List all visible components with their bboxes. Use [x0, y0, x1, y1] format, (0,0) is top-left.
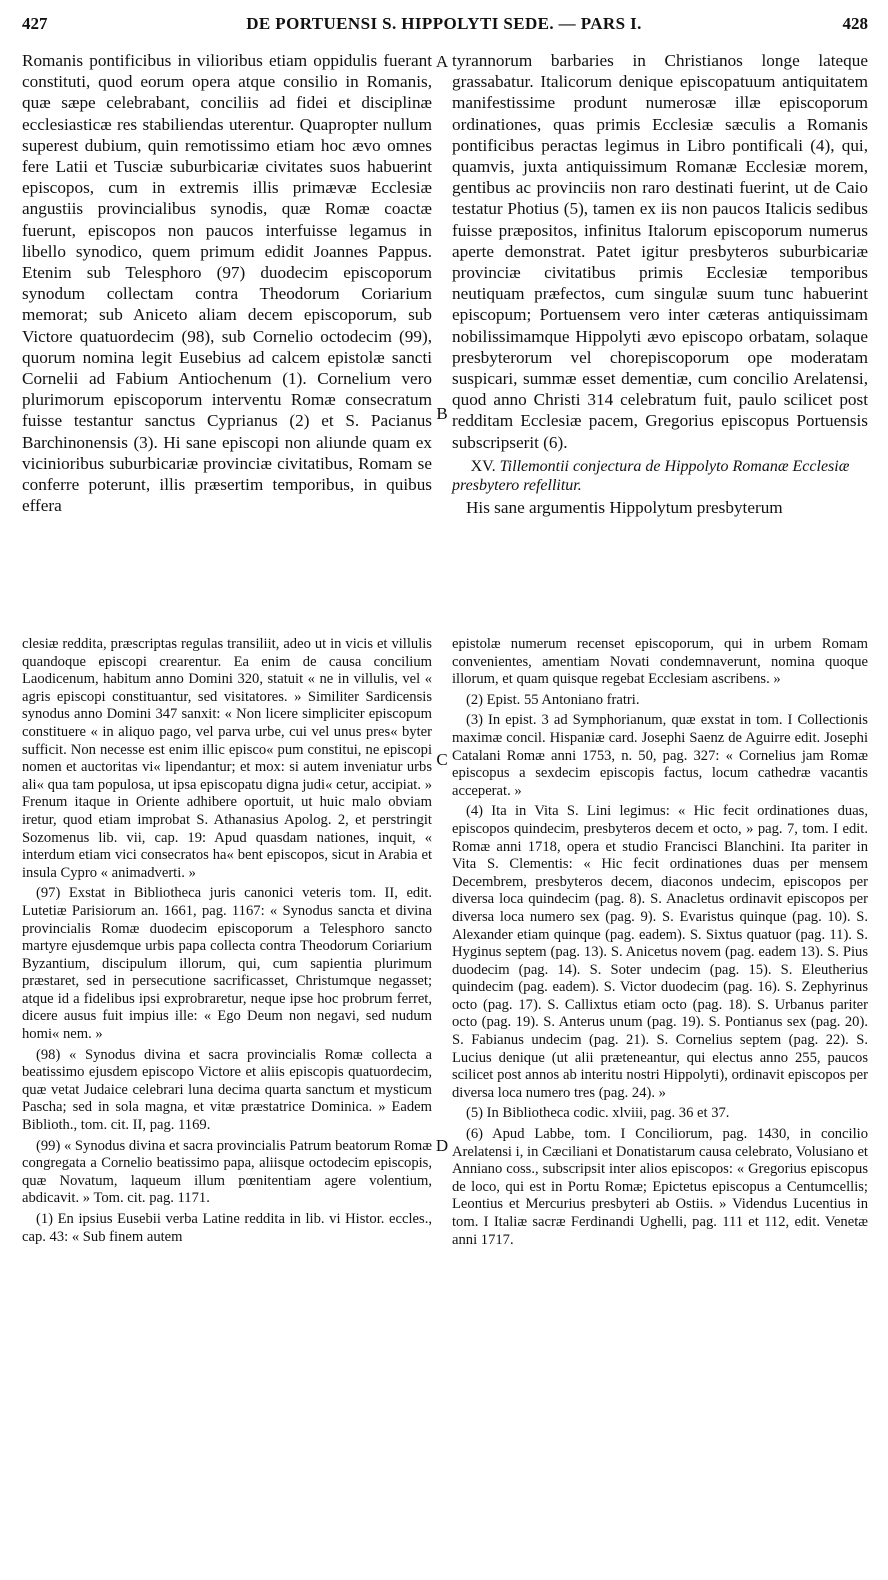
section-opening-line: His sane argumentis Hippolytum presbyterum: [466, 497, 783, 517]
main-text-column-left: [22, 50, 432, 516]
footnote-97: (97) Exstat in Bibliotheca juris canonici veteris tom. II, edit. Lutetiæ Parisiorum an. 1661, pag. 1167: « Synodus sancta et divina provincialis Romæ duodecim episcoporum a Telesphoro sancto martyre ejusdemque urbis papa collecta contra Theodorum Coriarium Byzantium, discipulum illorum, qui, cum sapientia plurimum præstaret, sed in persecutione sacrificasset, Christumque negasset; atque id a fidelibus ipsi exprobraretur, neque ipse hoc probrum ferret, dicere ausus fuit impius ille: « Ego Deum non negavi, sed nudum homi« nem. »: [22, 885, 432, 1043]
margin-marker-b: B: [436, 404, 448, 423]
running-title: DE PORTUENSI S. HIPPOLYTI SEDE. — PARS I.: [246, 14, 642, 33]
footnote-4: (4) Ita in Vita S. Lini legimus: « Hic fecit ordinationes duas, episcopos quindecim, presbyteros decem et octo, » pag. 7, tom. I edit. Romæ anni 1718, opera et studio Francisci Blanchini. Ita pariter in Vita S. Clementis: « Hic fecit ordinationes duas per mensem Decembrem, presbyteros decem, diaconos undecim, episcopos per diversa loca quindecim (pag. 8). S. Anacletus ordinavit episcopos per diversa loca numero sex (pag. 9). S. Evaristus quinque (pag. 10). S. Alexander etiam quinque (pag. eadem). S. Sixtus quatuor (pag. 11). S. Hyginus septem (pag. 13). S. Anicetus novem (pag. eadem 13). S. Pius duodecim (pag. 14). S. Soter undecim (pag. 15). S. Eleutherius quindecim (pag. eadem). S. Victor duodecim (pag. 16). S. Zephyrinus octo (pag. 17). S. Callixtus etiam octo (pag. 18). S. Urbanus pariter octo (pag. 19). S. Anterus unum (pag. 19). S. Pontianus sex (pag. 20). S. Fabianus undecim (pag. 21). S. Cornelius septem (pag. 22). S. Lucius denique (ut alii præteneantur, qui electus anno 255, paucos scilicet post annos ab interitu nostri Hippolyti), ordinavit episcopos per diversa loca numero tres (pag. 24). »: [452, 803, 868, 1101]
footnotes-column-left: [22, 636, 432, 1249]
footnotes-column-right: [452, 636, 868, 1252]
margin-marker-c: C: [436, 750, 448, 769]
footnote-continuation: clesiæ reddita, præscriptas regulas transiliit, adeo ut in vicis et villulis quandoque episcopi crearentur. Ea enim de causa concilium Laodicenum, habitum anno Domini 320, statuit « ne in villulis, vel « agris episcopi constituantur, sed visitatores. » Similiter Sardicensis synodus anno Domini 347 sanxit: « Non licere simpliciter episcopum constituere « in aliquo pago, vel parva urbe, cui vel unus pres« byter sufficit. Non necesse est enim illic episco« pum constitui, ne episcopi nomen et auctoritas vi« lipendantur; et mox: si autem inveniatur urbs ali« qua tam populosa, ut ipsa episcopatu digna judi« cetur, accipiat. » Frenum itaque in Oriente adhibere oportuit, ut huic malo obviam iretur, quod etiam improbat S. Athanasius Apolog. 2, et perstringit Sozomenus lib. vii, cap. 19: Apud quasdam nationes, inquit, « interdum etiam vici consecratos ha« bent episcopos, sicut in Arabia et insula Cypro « animadverti. »: [22, 636, 432, 881]
footnote-99: (99) « Synodus divina et sacra provincialis Patrum beatorum Romæ congregata a Cornelio beatissimo papa, aliisque octodecim episcopis, quæ Novatum, laqueum illum pœnitentiam agere volentium, abdicavit. » Tom. cit. pag. 1171.: [22, 1137, 432, 1207]
section-title: Tillemontii conjectura de Hippolyto Romanæ Ecclesiæ presbytero refellitur.: [452, 457, 850, 494]
section-heading: [452, 457, 868, 495]
footnote-3: (3) In epist. 3 ad Symphorianum, quæ exstat in tom. I Collectionis maximæ concil. Hispaniæ card. Josephi Saenz de Aguirre edit. Josephi Catalani Romæ anni 1753, n. 50, pag. 327: « Cornelius jam Romæ episcopus a sexdecim episcopis factus, locum cathedræ vacantis acceperat. »: [452, 712, 868, 799]
footnote-98: (98) « Synodus divina et sacra provincialis Romæ collecta a beatissimo ejusdem episcopo Victore et aliis episcopis quatuordecim, quæ vetat Judaice celebrari luna decima quarta sanctum et mysticum Pascha; sed in sola magna, et vitæ præstatrice Dominica. » Eadem Biblioth., tom. cit. II, pag. 1169.: [22, 1046, 432, 1134]
section-number: XV.: [470, 457, 496, 475]
running-header: [0, 6, 888, 36]
page-number-left: 427: [22, 14, 48, 33]
margin-marker-a: A: [435, 52, 449, 71]
footnote-5: (5) In Bibliotheca codic. xlviii, pag. 36 et 37.: [466, 1105, 730, 1122]
page-number-right: 428: [842, 14, 868, 33]
footnote-2: (2) Epist. 55 Antoniano fratri.: [466, 691, 640, 708]
body-paragraph: tyrannorum barbaries in Christianos longe lateque grassabatur. Italicorum denique episcopatuum antiquitatem manifestissime produnt numerosæ illæ episcoporum ordinationes, quas primis Ecclesiæ sæculis a Romanis pontificibus peractas legimus in Libro pontificali (4), qui, quamvis, juxta antiquissimum Romanæ Ecclesiæ morem, gentibus ac provinciis non raro destinati fuerint, ut de Caio testatur Photius (5), tamen ex iis non paucos Italicis sedibus fuisse præpositos, infinitus Italorum episcoporum numerus aperte demonstrat. Patet igitur presbyteros suburbicariæ provinciæ civitatibus primis Ecclesiæ temporibus neutiquam præfectos, cum singulæ suum tunc habuerint episcopum; Portuensem vero inter cæteras antiquissimam nobilissimamque Hippolyti ævo episcopo orbatam, solaque presbyterorum vel chorepiscoporum ope moderatam suspicari, summæ esset dementiæ, cum concilio Arelatensi, quod anno Christi 314 celebratum fuit, paulo scilicet post redditam Ecclesiæ pacem, Gregorius episcopus Portuensis subscripserit (6).: [452, 51, 868, 452]
body-paragraph: Romanis pontificibus in vilioribus etiam oppidulis fuerant constituti, quod eorum opera atque consilio in Romanis, quæ sæpe celebrabant, conciliis ad fidei et disciplinæ ecclesiasticæ res stabiliendas uterentur. Quapropter nullum superest dubium, quin remotissimo etiam hoc ævo omnes fere Latii et Tusciæ suburbicariæ civitates suos habuerint episcopos, cum in extremis illis primævæ Ecclesiæ angustiis provincialibus synodis, quæ Romæ coactæ fuerunt, episcopos non paucos interfuisse legamus in libello synodico, quem primum edidit Joannes Pappus. Etenim sub Telesphoro (97) duodecim episcoporum synodum collectam contra Theodorum Coriarium memorat; sub Aniceto aliam decem episcoporum, sub Victore quatuordecim (98), sub Cornelio octodecim (99), quorum nomina legit Eusebius ad calcem epistolæ sancti Cornelii ad Fabium Antiochenum (1). Cornelium vero plurimorum episcoporum interventu Romæ consecratum fuisse testantur sanctus Cyprianus (2) et S. Pacianus Barchinonensis (3). Hi sane episcopi non aliunde quam ex vicinioribus suburbicariæ provinciæ civitatibus, Romam se conferre poterunt, illis præsertim temporibus, in quibus effera: [22, 51, 432, 516]
footnote-6: (6) Apud Labbe, tom. I Conciliorum, pag. 1430, in concilio Arelatensi i, in Cæciliani et Donatistarum causa celebrato, Volusiano et Anniano coss., subscripsit inter alios episcopos: « Gregorius episcopus de loco, qui est in Portu Romæ; Epictetus episcopus a Centumcellis; Leontius et Mercurius presbyteri ab Ostiis. » Videndus Lucentius in tom. I Italiæ sacræ Ferdinandi Ughelli, pag. 111 et 112, edit. Venetæ anni 1717.: [452, 1126, 868, 1248]
main-text-column-right: [452, 50, 868, 518]
footnote-1: (1) En ipsius Eusebii verba Latine reddita in lib. vi Histor. eccles., cap. 43: « Sub finem autem: [22, 1211, 432, 1245]
footnote-1-continuation: epistolæ numerum recenset episcoporum, qui in urbem Romam convenientes, amentiam Novati condemnaverunt, nomina quoque illorum, et quam quisque regebat Ecclesiam ascribens. »: [452, 636, 868, 688]
margin-marker-d: D: [435, 1136, 449, 1155]
